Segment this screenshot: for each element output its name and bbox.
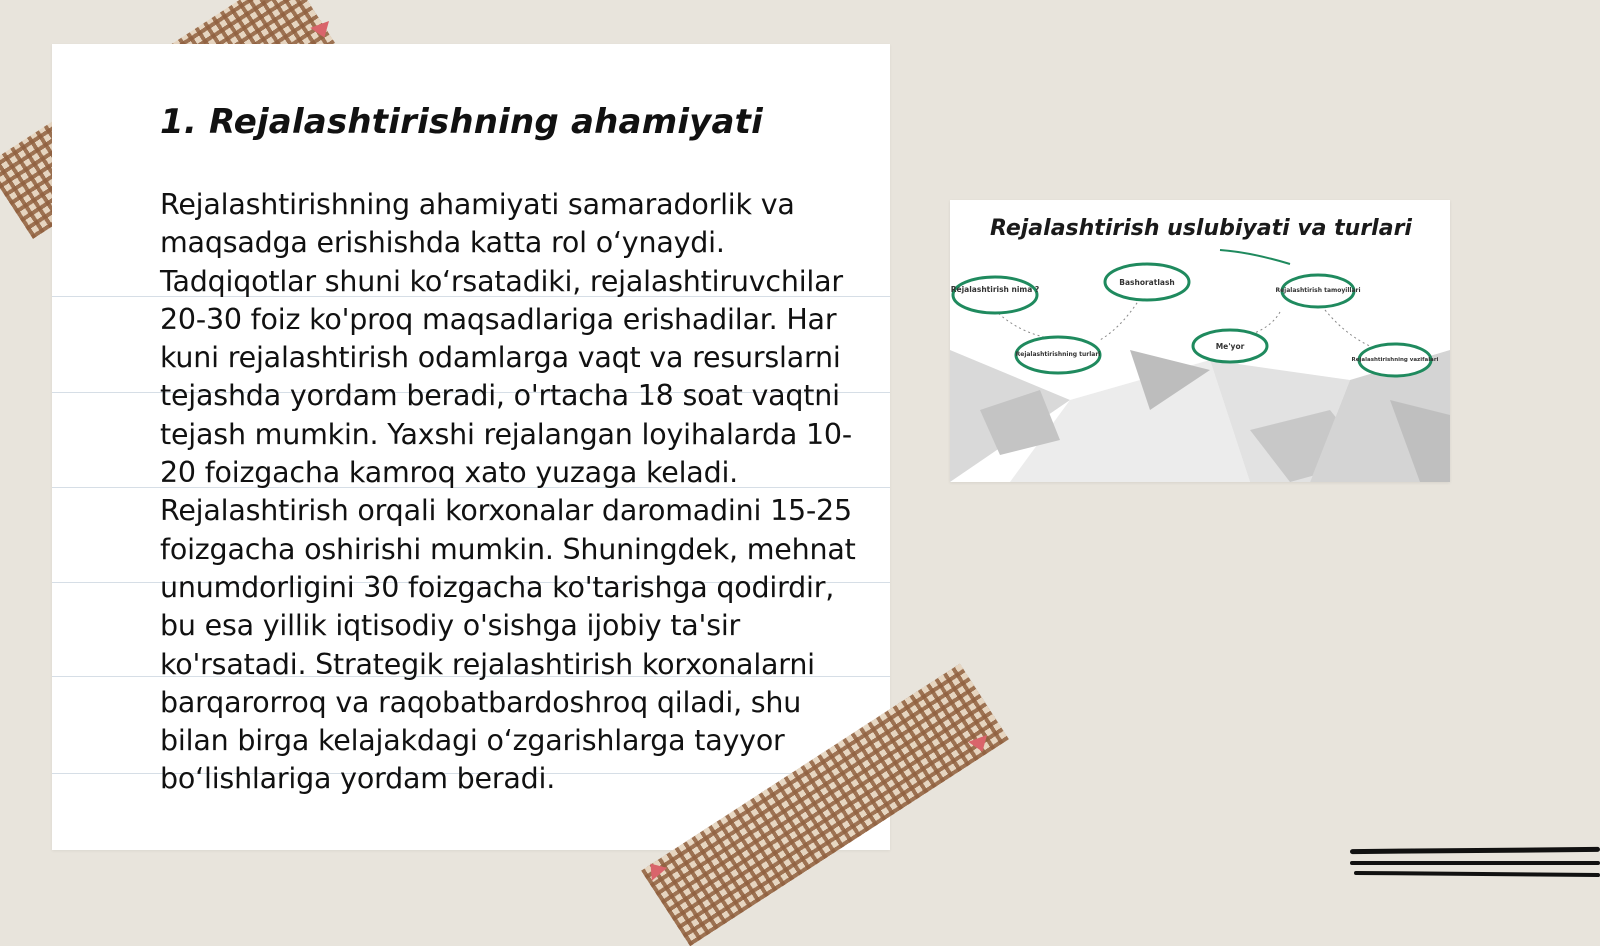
decorative-lines: [1350, 848, 1600, 888]
mindmap-node-label: Bashoratlash: [1119, 278, 1175, 287]
mindmap-image: [950, 200, 1450, 482]
section-body-text: Rejalashtirishning ahamiyati samaradorlik va maqsadga erishishda katta rol o‘ynaydi. Tadqiqotlar shuni ko‘rsatadiki, rejalashtiruvchilar 20-30 foiz ko'proq maqsadlariga erishadilar. Har kuni rejalashtirish odamlarga vaqt va resurslarni tejashda yordam beradi, o'rtacha 18 soat vaqtni tejash mumkin. Yaxshi rejalangan loyihalarda 10-20 foizgacha kamroq xato yuzaga keladi. Rejalashtirish orqali korxonalar daromadini 15-25 foizgacha oshirishi mumkin. Shuningdek, mehnat unumdorligini 30 foizgacha ko'tarishga qodirdir, bu esa yillik iqtisodiy o'sishga ijobiy ta'sir ko'rsatadi. Strategik rejalashtirish korxonalarni barqarorroq va raqobatbardoshroq qiladi, shu bilan birga kelajakdagi o‘zgarishlarga tayyor bo‘lishlariga yordam beradi.: [160, 188, 856, 796]
decorative-line: [1354, 871, 1600, 877]
mindmap-node-label: Rejalashtirish nima ?: [950, 285, 1040, 294]
mindmap-node-label: Rejalashtirishning vazifalari: [1351, 357, 1439, 363]
mindmap-background: [950, 200, 1450, 482]
decorative-line: [1350, 861, 1600, 865]
mindmap-node: [1193, 330, 1267, 362]
mindmap-node-label: Rejalashtirishning turlari: [1015, 351, 1101, 358]
mindmap-node-label: Me'yor: [1215, 342, 1245, 351]
mindmap-node-label: Rejalashtirish tamoyillari: [1275, 287, 1361, 294]
decorative-line: [1350, 847, 1600, 854]
mindmap-node: [1275, 275, 1360, 307]
mindmap-node: [1105, 264, 1189, 300]
mindmap-node: [951, 277, 1040, 313]
mindmap-title: Rejalashtirish uslubiyati va turlari: [990, 216, 1412, 241]
mindmap-node: [1016, 337, 1101, 373]
section-heading: 1. Rejalashtirishning ahamiyati: [160, 102, 763, 142]
